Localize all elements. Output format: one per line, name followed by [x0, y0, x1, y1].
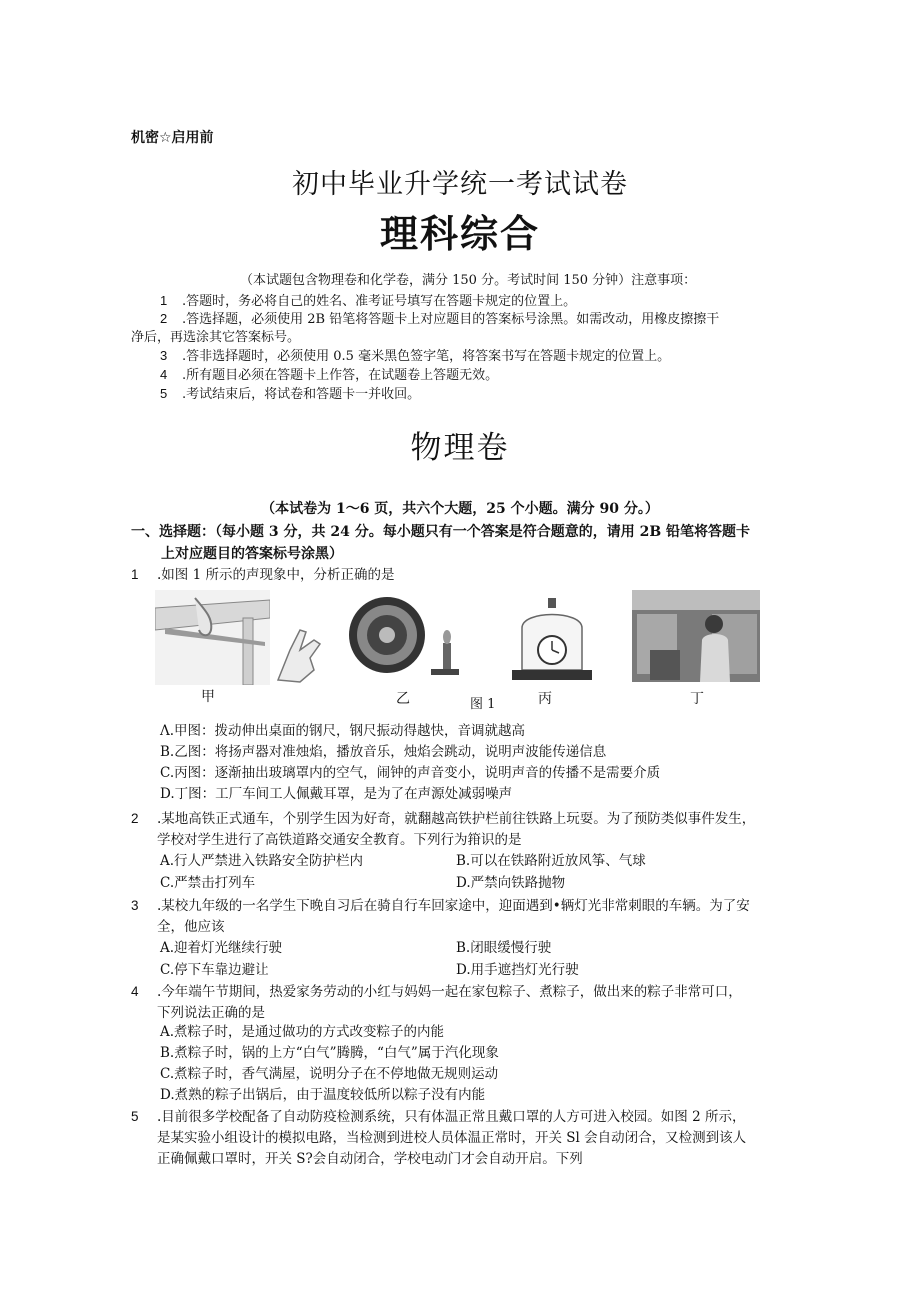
note-item: 5 .考试结束后，将试卷和答题卡一并收回。 — [160, 386, 421, 402]
question-3: 3 .某校九年级的一名学生下晚自习后在骑自行车回家途中，迎面遇到•辆灯光非常刺眼的车辆。为了安 全，他应该 — [131, 898, 750, 935]
option-2-c: C.严禁击打列车 — [160, 875, 256, 891]
note-item: 3 .答非选择题时，必须使用 0.5 毫米黑色签字笔，将答案书写在答题卡规定的位置上。 — [160, 348, 671, 364]
figure-1-label-d: 丁 — [690, 691, 704, 707]
figure-1-label-b: 乙 — [396, 691, 410, 707]
option-1-b: B.乙图：将扬声器对准烛焰，播放音乐，烛焰会跳动，说明声波能传递信息 — [160, 744, 607, 760]
option-2-a: A.行人严禁进入铁路安全防护栏内 — [160, 853, 364, 869]
option-1-c: C.丙图：逐渐抽出玻璃罩内的空气，闹钟的声音变小，说明声音的传播不是需要介质 — [160, 765, 661, 781]
exam-title: 初中毕业升学统一考试试卷 — [292, 169, 628, 200]
question-4: 4 .今年端午节期间，热爱家务劳动的小红与妈妈一起在家包粽子、煮粽子，做出来的粽子非常可口， 下列说法正确的是 — [131, 984, 742, 1021]
note-item: 4 .所有题目必须在答题卡上作答，在试题卷上答题无效。 — [160, 367, 499, 383]
option-4-a: A.煮粽子时，是通过做功的方式改变粽子的内能 — [160, 1024, 445, 1040]
question-1: 1 .如图 1 所示的声现象中，分析正确的是 — [131, 567, 395, 583]
figure-1-panel-a — [155, 590, 270, 685]
section-title: 物理卷 — [410, 430, 510, 466]
factory-worker-image — [632, 590, 760, 682]
option-4-b: B.煮粽子时，锅的上方“白气”腾腾，“白气”属于汽化现象 — [160, 1045, 499, 1061]
figure-1-panel-b — [345, 595, 460, 680]
note-item: 2 .答选择题，必须使用 2B 铅笔将答题卡上对应题目的答案标号涂黑。如需改动，用橡皮擦擦干 — [160, 311, 720, 327]
option-2-b: B.可以在铁路附近放风筝、气球 — [456, 853, 646, 869]
figure-1-label-a: 甲 — [201, 689, 215, 705]
figure-1-caption: 图 1 — [470, 697, 496, 712]
subject-title: 理科综合 — [379, 212, 540, 256]
figure-1-panel-c — [512, 598, 592, 683]
note-item: 1 .答题时，务必将自己的姓名、准考证号填写在答题卡规定的位置上。 — [160, 293, 577, 309]
figure-1-panel-d — [632, 590, 760, 682]
note-item-continuation: 净后，再选涂其它答案标号。 — [131, 330, 301, 345]
option-3-d: D.用手遮挡灯光行驶 — [456, 962, 579, 978]
option-4-d: D.煮熟的粽子出锅后，由于温度较低所以粽子没有内能 — [160, 1087, 486, 1103]
speaker-candle-image — [345, 595, 460, 680]
option-3-b: B.闭眼缓慢行驶 — [456, 940, 552, 956]
question-5: 5 .目前很多学校配备了自动防疫检测系统，只有体温正常且戴口罩的人方可进入校园。如图 2 所示， 是某实验小组设计的模拟电路，当检测到进校人员体温正常时，开关 Sl 会自动闭合，又检测到该人 正确佩戴口罩时，开关 S?会自动闭合，学校电动门才会自动开启。下列 — [131, 1109, 747, 1167]
option-1-d: D.丁图：工厂车间工人佩戴耳罩，是为了在声源处减弱噪声 — [160, 786, 513, 802]
option-3-a: A.迎着灯光继续行驶 — [160, 940, 283, 956]
hand-icon — [270, 610, 330, 685]
bell-jar-clock-image — [512, 598, 592, 683]
option-1-a: Λ.甲图：拨动伸出桌面的钢尺，钢尺振动得越快，音调就越高 — [160, 723, 526, 739]
figure-1-label-c: 丙 — [538, 691, 552, 707]
option-2-d: D.严禁向铁路抛物 — [456, 875, 566, 891]
question-2: 2 .某地高铁正式通车，个别学生因为好奇，就翻越高铁护栏前往铁路上玩耍。为了预防类似事件发生， 学校对学生进行了高铁道路交通安全教育。下列行为箝识的是 — [131, 811, 756, 848]
notice-intro: （本试题包含物理卷和化学卷，满分 150 分。考试时间 150 分钟）注意事项： — [240, 273, 697, 288]
volume-info: （本试卷为 1～6 页，共六个大题，25 个小题。满分 90 分。） — [261, 501, 659, 517]
ruler-on-table-image — [155, 590, 270, 685]
option-3-c: C.停下车靠边避让 — [160, 962, 269, 978]
option-4-c: C.煮粽子时，香气满屋，说明分子在不停地做无规则运动 — [160, 1066, 499, 1082]
confidential-mark: 机密☆启用前 — [131, 130, 214, 146]
part-heading: 一、选择题：（每小题 3 分，共 24 分。每小题只有一个答案是符合题意的，请用 2B 铅笔将答题卡 上对应题目的答案标号涂黑） — [131, 524, 751, 562]
